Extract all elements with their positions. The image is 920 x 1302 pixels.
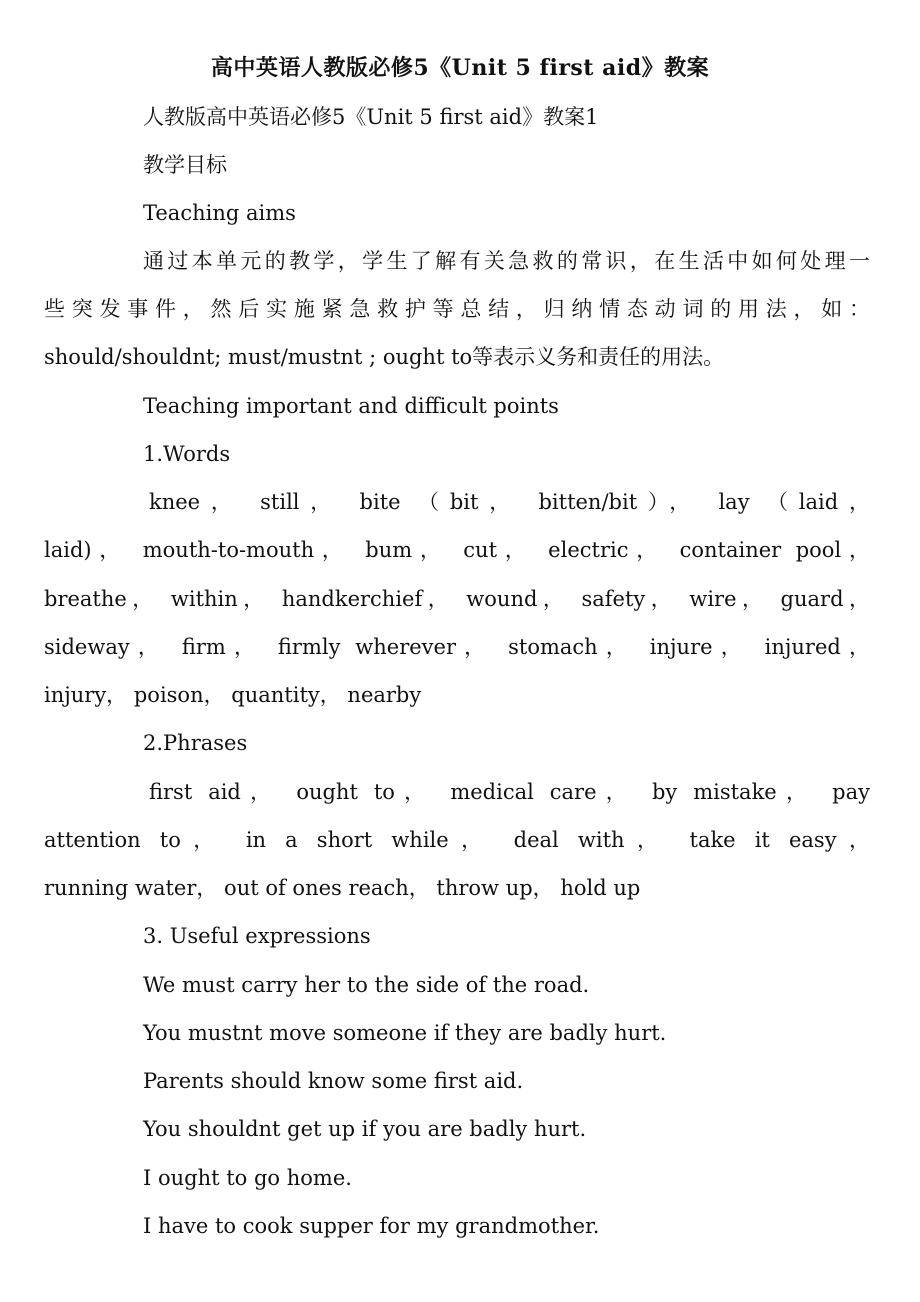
- phrases-heading: 2.Phrases: [143, 731, 248, 755]
- words-line: breathe， within， handkerchief， wound， safety， wire， guard，: [44, 587, 870, 611]
- aims-paragraph-line: 通过本单元的教学，学生了解有关急救的常识，在生活中如何处理一: [143, 249, 870, 273]
- phrases-line: first aid， ought to， medical care， by mistake， pay: [149, 780, 870, 804]
- phrases-line: running water， out of ones reach， throw up， hold up: [44, 876, 641, 900]
- words-line: sideway， firm， firmly wherever， stomach， injure， injured，: [44, 635, 870, 659]
- expression-line: You shouldnt get up if you are badly hurt.: [143, 1117, 587, 1141]
- points-heading: Teaching important and difficult points: [143, 394, 559, 418]
- aims-paragraph-line: 些突发事件，然后实施紧急救护等总结，归纳情态动词的用法，如：: [44, 297, 870, 321]
- expression-line: You mustnt move someone if they are badly hurt.: [143, 1021, 667, 1045]
- expression-line: I ought to go home.: [143, 1166, 352, 1190]
- teaching-aims-heading: Teaching aims: [143, 201, 296, 225]
- expressions-heading: 3. Useful expressions: [143, 924, 371, 948]
- words-line: injury， poison， quantity， nearby: [44, 683, 422, 707]
- phrases-line: attention to， in a short while， deal with， take it easy，: [44, 828, 870, 852]
- words-line: laid)， mouth-to-mouth， bum， cut， electric， container pool，: [44, 538, 870, 562]
- expression-line: Parents should know some first aid.: [143, 1069, 524, 1093]
- document-title: 高中英语人教版必修5《Unit 5 first aid》教案: [210, 55, 710, 81]
- words-line: knee， still， bite （bit， bitten/bit）， lay （laid，: [149, 490, 870, 514]
- words-heading: 1.Words: [143, 442, 231, 466]
- aims-paragraph-line: should/shouldnt; must/mustnt ; ought to等表示义务和责任的用法。: [44, 345, 725, 369]
- expression-line: I have to cook supper for my grandmother.: [143, 1214, 600, 1238]
- document-subtitle: 人教版高中英语必修5《Unit 5 first aid》教案1: [143, 105, 599, 129]
- expression-line: We must carry her to the side of the road.: [143, 973, 590, 997]
- section-objectives: 教学目标: [143, 153, 227, 177]
